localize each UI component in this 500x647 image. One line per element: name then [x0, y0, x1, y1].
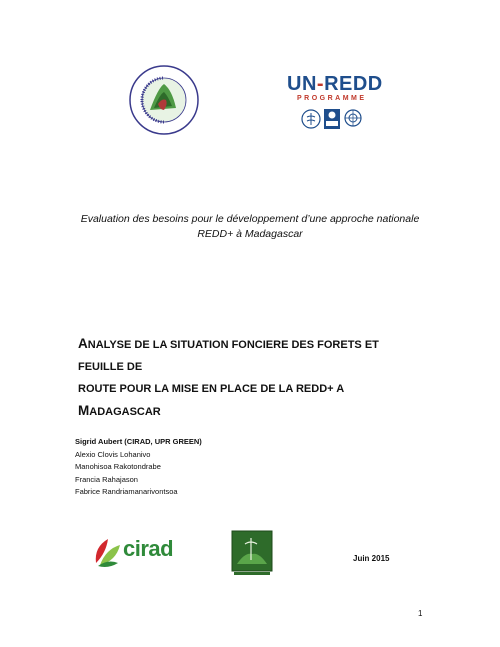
- title-line-2: [78, 378, 418, 423]
- author-lead: Sigrid Aubert (CIRAD, UPR GREEN): [75, 437, 202, 446]
- page-number: 1: [418, 609, 423, 618]
- author-item: Francia Rahajason: [75, 474, 138, 484]
- subtitle-line-1: Evaluation des besoins pour le développement d’une approche nationale: [80, 213, 420, 225]
- un-redd-part2: REDD: [324, 73, 383, 95]
- un-redd-dash: -: [316, 73, 325, 95]
- publication-date: Juin 2015: [353, 554, 390, 563]
- dp-domaines-logo: [231, 530, 273, 578]
- un-redd-wordmark: [287, 74, 387, 94]
- fao-icon: [301, 109, 321, 129]
- author-item: Alexio Clovis Lohanivo: [75, 449, 151, 459]
- author-list: [75, 436, 202, 499]
- un-redd-part1: UN: [287, 73, 317, 95]
- title-line-2-start: ROUTE POUR LA MISE EN PLACE DE LA REDD+ A: [78, 383, 344, 395]
- unep-icon: [343, 109, 363, 129]
- document-title: [78, 333, 418, 423]
- title-initial-m: M: [78, 403, 90, 418]
- document-subtitle: [60, 212, 440, 242]
- undp-icon: [324, 109, 340, 129]
- title-line-1-rest: NALYSE DE LA SITUATION FONCIERE DES FORETS ET FEUILLE DE: [78, 339, 379, 373]
- un-redd-logo: [287, 74, 387, 138]
- cirad-leaf-icon: [92, 533, 122, 569]
- author-item: Fabrice Randriamanarivontsoa: [75, 487, 178, 496]
- cirad-logo: [92, 533, 176, 569]
- ministry-seal-logo: [128, 64, 200, 136]
- title-initial-a: A: [78, 336, 88, 351]
- title-line-1: [78, 333, 418, 378]
- title-line-2-rest: ADAGASCAR: [89, 406, 161, 418]
- un-redd-programme-label: PROGRAMME: [297, 95, 367, 102]
- cirad-wordmark: cirad: [123, 536, 174, 561]
- partner-logos: [287, 109, 387, 129]
- subtitle-line-2: REDD+ à Madagascar: [197, 228, 303, 240]
- author-item: Manohisoa Rakotondrabe: [75, 462, 161, 471]
